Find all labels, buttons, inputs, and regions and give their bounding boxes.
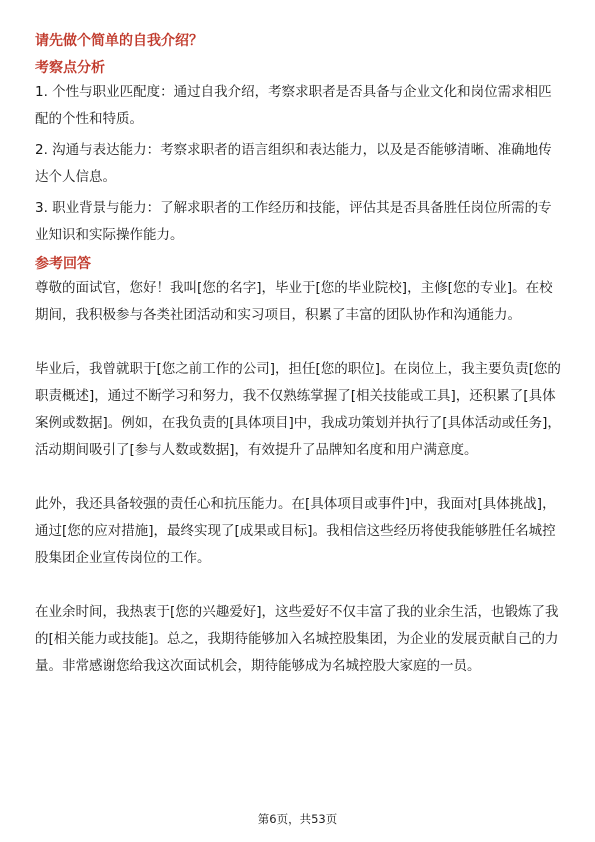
answer-paragraph-3: 此外，我还具备较强的责任心和抗压能力。在[具体项目或事件]中，我面对[具体挑战]，通过[您的应对措施]，最终实现了[成果或目标]。我相信这些经历将使我能够胜任名城控股集团企业宣传岗位的工作。 (35, 496, 556, 566)
question-heading: 请先做个简单的自我介绍？ (35, 33, 203, 49)
paragraph-spacer (35, 464, 563, 491)
answer-heading: 参考回答 (35, 256, 91, 272)
answer-paragraph-4: 在业余时间，我热衷于[您的兴趣爱好]，这些爱好不仅丰富了我的业余生活，也锻炼了我的[相关能力或技能]。总之，我期待能够加入名城控股集团，为企业的发展贡献自己的力量。非常感谢您给我这次面试机会，期待能够成为名城控股大家庭的一员。 (35, 604, 559, 674)
answer-paragraph-2: 毕业后，我曾就职于[您之前工作的公司]，担任[您的职位]。在岗位上，我主要负责[您的职责概述]，通过不断学习和努力，我不仅熟练掌握了[相关技能或工具]，还积累了[具体案例或数据]。例如，在我负责的[具体项目]中，我成功策划并执行了[具体活动或任务]，活动期间吸引了[参与人数或数据]，有效提升了品牌知名度和用户满意度。 (35, 361, 561, 458)
document-page (35, 30, 563, 680)
paragraph-spacer (35, 329, 563, 356)
answer-paragraph-1: 尊敬的面试官，您好！我叫[您的名字]，毕业于[您的毕业院校]，主修[您的专业]。在校期间，我积极参与各类社团活动和实习项目，积累了丰富的团队协作和沟通能力。 (35, 280, 553, 323)
analysis-point-2: 2. 沟通与表达能力：考察求职者的语言组织和表达能力，以及是否能够清晰、准确地传达个人信息。 (35, 142, 552, 185)
analysis-point-3: 3. 职业背景与能力：了解求职者的工作经历和技能，评估其是否具备胜任岗位所需的专业知识和实际操作能力。 (35, 200, 552, 243)
page-number: 第6页，共53页 (257, 812, 338, 826)
analysis-heading: 考察点分析 (35, 60, 105, 76)
analysis-point-1: 1. 个性与职业匹配度：通过自我介绍，考察求职者是否具备与企业文化和岗位需求相匹配的个性和特质。 (35, 84, 552, 127)
paragraph-spacer (35, 572, 563, 599)
